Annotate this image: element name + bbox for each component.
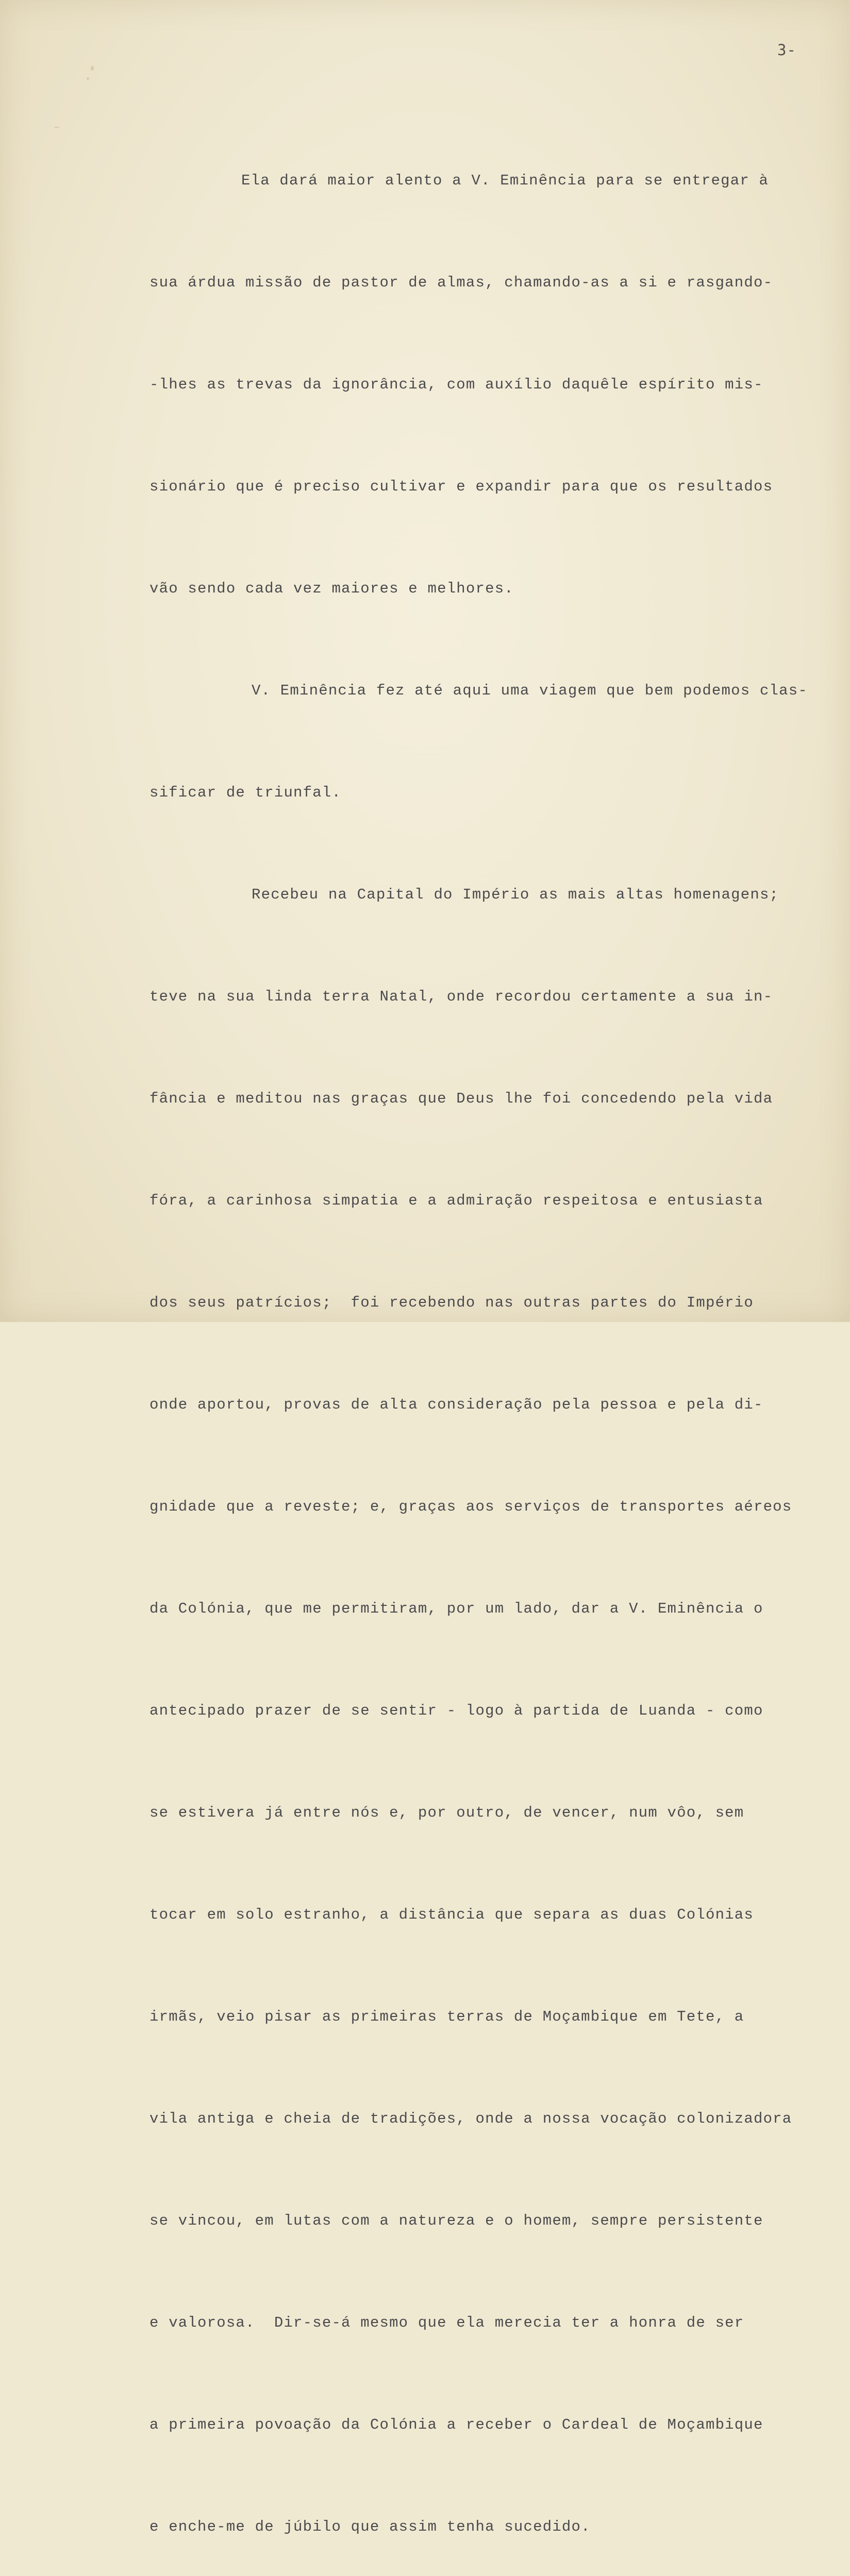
text-line: V. Eminência fez até aqui uma viagem que bem podemos clas- xyxy=(252,682,808,699)
text-line: onde aportou, provas de alta consideração pela pessoa e pela di- xyxy=(149,1396,763,1413)
text-line: fância e meditou nas graças que Deus lhe foi concedendo pela vida xyxy=(149,1090,773,1107)
text-line: Recebeu na Capital do Império as mais altas homenagens; xyxy=(252,886,779,903)
text-line: antecipado prazer de se sentir - logo à partida de Luanda - como xyxy=(149,1702,763,1719)
page-number: 3- xyxy=(777,41,796,59)
text-line: tocar em solo estranho, a distância que separa as duas Colónias xyxy=(149,1906,754,1923)
text-line: sionário que é preciso cultivar e expandir para que os resultados xyxy=(149,478,773,495)
text-line: se vincou, em lutas com a natureza e o homem, sempre persistente xyxy=(149,2212,763,2229)
text-line: se estivera já entre nós e, por outro, de vencer, num vôo, sem xyxy=(149,1804,744,1821)
text-line: teve na sua linda terra Natal, onde recordou certamente a sua in- xyxy=(149,988,773,1005)
text-line: da Colónia, que me permitiram, por um lado, dar a V. Eminência o xyxy=(149,1600,763,1617)
paper-spot xyxy=(54,127,60,128)
text-line: Ela dará maior alento a V. Eminência para se entregar à xyxy=(241,172,769,189)
text-line: dos seus patrícios; foi recebendo nas outras partes do Império xyxy=(149,1294,754,1311)
text-line: vila antiga e cheia de tradições, onde a nossa vocação colonizadora xyxy=(149,2110,792,2127)
text-line: a primeira povoação da Colónia a receber o Cardeal de Moçambique xyxy=(149,2416,763,2433)
text-line: irmãs, veio pisar as primeiras terras de Moçambique em Tete, a xyxy=(149,2008,744,2025)
text-line: e valorosa. Dir-se-á mesmo que ela merecia ter a honra de ser xyxy=(149,2314,744,2331)
text-line: sua árdua missão de pastor de almas, chamando-as a si e rasgando- xyxy=(149,274,773,291)
paper-spot xyxy=(91,66,94,71)
text-line: e enche-me de júbilo que assim tenha sucedido. xyxy=(149,2518,591,2535)
text-line: -lhes as trevas da ignorância, com auxílio daquêle espírito mis- xyxy=(149,376,763,393)
letter-body xyxy=(149,96,840,2576)
text-line: sificar de triunfal. xyxy=(149,784,342,801)
text-line: vão sendo cada vez maiores e melhores. xyxy=(149,580,514,597)
paper-spot xyxy=(87,77,89,80)
text-line: fóra, a carinhosa simpatia e a admiração respeitosa e entusiasta xyxy=(149,1192,763,1209)
text-line: gnidade que a reveste; e, graças aos serviços de transportes aéreos xyxy=(149,1498,792,1515)
